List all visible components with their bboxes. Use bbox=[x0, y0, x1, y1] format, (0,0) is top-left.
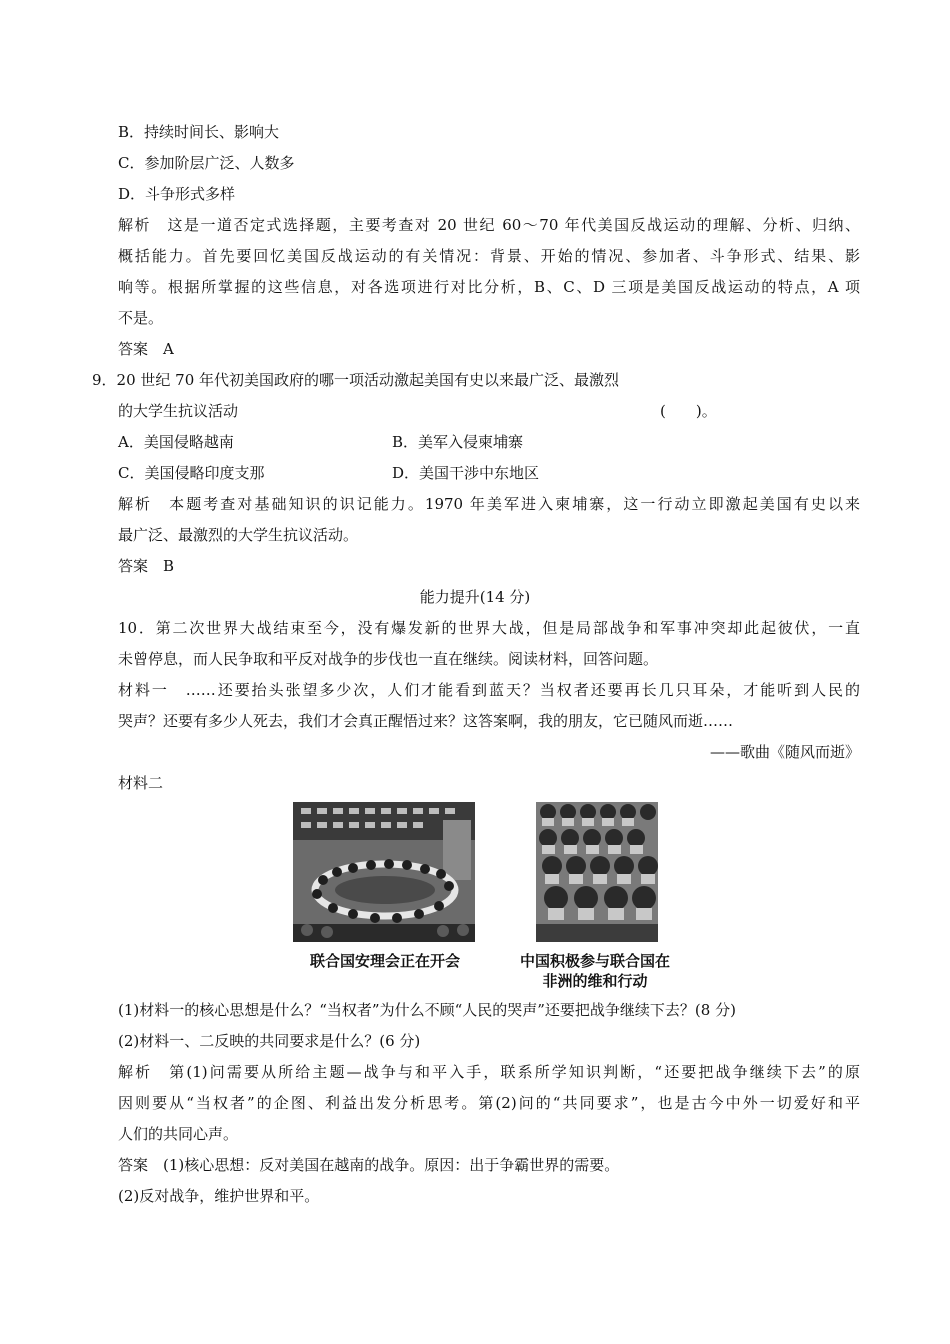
peacekeepers-photo bbox=[536, 802, 658, 942]
q8-analysis-line: 不是。 bbox=[118, 309, 164, 327]
q9-answer-bracket: ( )。 bbox=[660, 402, 717, 420]
q10-stem-line: 未曾停息，而人民争取和平反对战争的步伐也一直在继续。阅读材料，回答问题。 bbox=[118, 650, 659, 668]
q8-analysis-line: 响等。根据所掌握的这些信息，对各选项进行对比分析，B、C、D 三项是美国反战运动的特点，A 项 bbox=[118, 278, 860, 296]
section-title: 能力提升(14 分) bbox=[419, 588, 531, 606]
q9-option-a: A．美国侵略越南 bbox=[118, 433, 234, 451]
q10-answer-line1: 答案 (1)核心思想：反对美国在越南的战争。原因：出于争霸世界的需要。 bbox=[118, 1156, 620, 1174]
q8-analysis-line: 解析 这是一道否定式选择题，主要考查对 20 世纪 60～70 年代美国反战运动的理解、分析、归纳、 bbox=[118, 216, 860, 234]
peacekeeping-caption-line2: 非洲的维和行动 bbox=[542, 972, 648, 990]
peacekeeping-troops-illustration bbox=[536, 802, 658, 942]
q9-stem: 9．20 世纪 70 年代初美国政府的哪一项活动激起美国有史以来最广泛、最激烈 bbox=[92, 371, 620, 389]
q10-answer-line2: (2)反对战争，维护世界和平。 bbox=[118, 1187, 320, 1205]
q10-analysis-line: 人们的共同心声。 bbox=[118, 1125, 239, 1143]
q10-material1-line: 材料一 ……还要抬头张望多少次，人们才能看到蓝天？当权者还要再长几只耳朵，才能听到人民的 bbox=[118, 681, 860, 699]
q10-material1-source: ——歌曲《随风而逝》 bbox=[709, 743, 860, 761]
q10-question2: (2)材料一、二反映的共同要求是什么？(6 分) bbox=[118, 1032, 421, 1050]
q10-stem-line: 10．第二次世界大战结束至今，没有爆发新的世界大战，但是局部战争和军事冲突却此起彼伏，一直 bbox=[118, 619, 860, 637]
q9-analysis-line: 最广泛、最激烈的大学生抗议活动。 bbox=[118, 526, 359, 544]
peacekeeping-caption-line1: 中国积极参与联合国在 bbox=[519, 952, 670, 970]
q9-answer: 答案 B bbox=[118, 557, 175, 575]
q8-answer: 答案 A bbox=[118, 340, 174, 358]
q8-option-d: D．斗争形式多样 bbox=[118, 185, 236, 203]
q9-analysis-line: 解析 本题考查对基础知识的识记能力。1970 年美军进入柬埔寨，这一行动立即激起美国有史以来 bbox=[118, 495, 860, 513]
q10-question1: (1)材料一的核心思想是什么？“当权者”为什么不顾“人民的哭声”还要把战争继续下去？(8 分) bbox=[118, 1001, 736, 1019]
q8-option-c: C．参加阶层广泛、人数多 bbox=[118, 154, 295, 172]
q9-stem: 的大学生抗议活动 bbox=[118, 402, 239, 420]
un-security-council-caption: 联合国安理会正在开会 bbox=[309, 952, 460, 970]
q10-analysis-line: 解析 第(1)问需要从所给主题—战争与和平入手，联系所学知识判断，“还要把战争继续下去”的原 bbox=[118, 1063, 860, 1081]
q10-material2-label: 材料二 bbox=[118, 774, 164, 792]
q8-option-b: B．持续时间长、影响大 bbox=[118, 123, 280, 141]
un-security-council-illustration bbox=[293, 802, 475, 942]
q10-analysis-line: 因则要从“当权者”的企图、利益出发分析思考。第(2)问的“共同要求”，也是古今中外一切爱好和平 bbox=[118, 1094, 860, 1112]
un-security-council-photo bbox=[293, 802, 475, 942]
q9-option-b: B．美军入侵柬埔寨 bbox=[392, 433, 524, 451]
q9-option-d: D．美国干涉中东地区 bbox=[392, 464, 540, 482]
q10-material1-line: 哭声？还要有多少人死去，我们才会真正醒悟过来？这答案啊，我的朋友，它已随风而逝…… bbox=[118, 712, 734, 730]
q8-analysis-line: 概括能力。首先要回忆美国反战运动的有关情况：背景、开始的情况、参加者、斗争形式、结果、影 bbox=[118, 247, 860, 265]
q9-option-c: C．美国侵略印度支那 bbox=[118, 464, 265, 482]
